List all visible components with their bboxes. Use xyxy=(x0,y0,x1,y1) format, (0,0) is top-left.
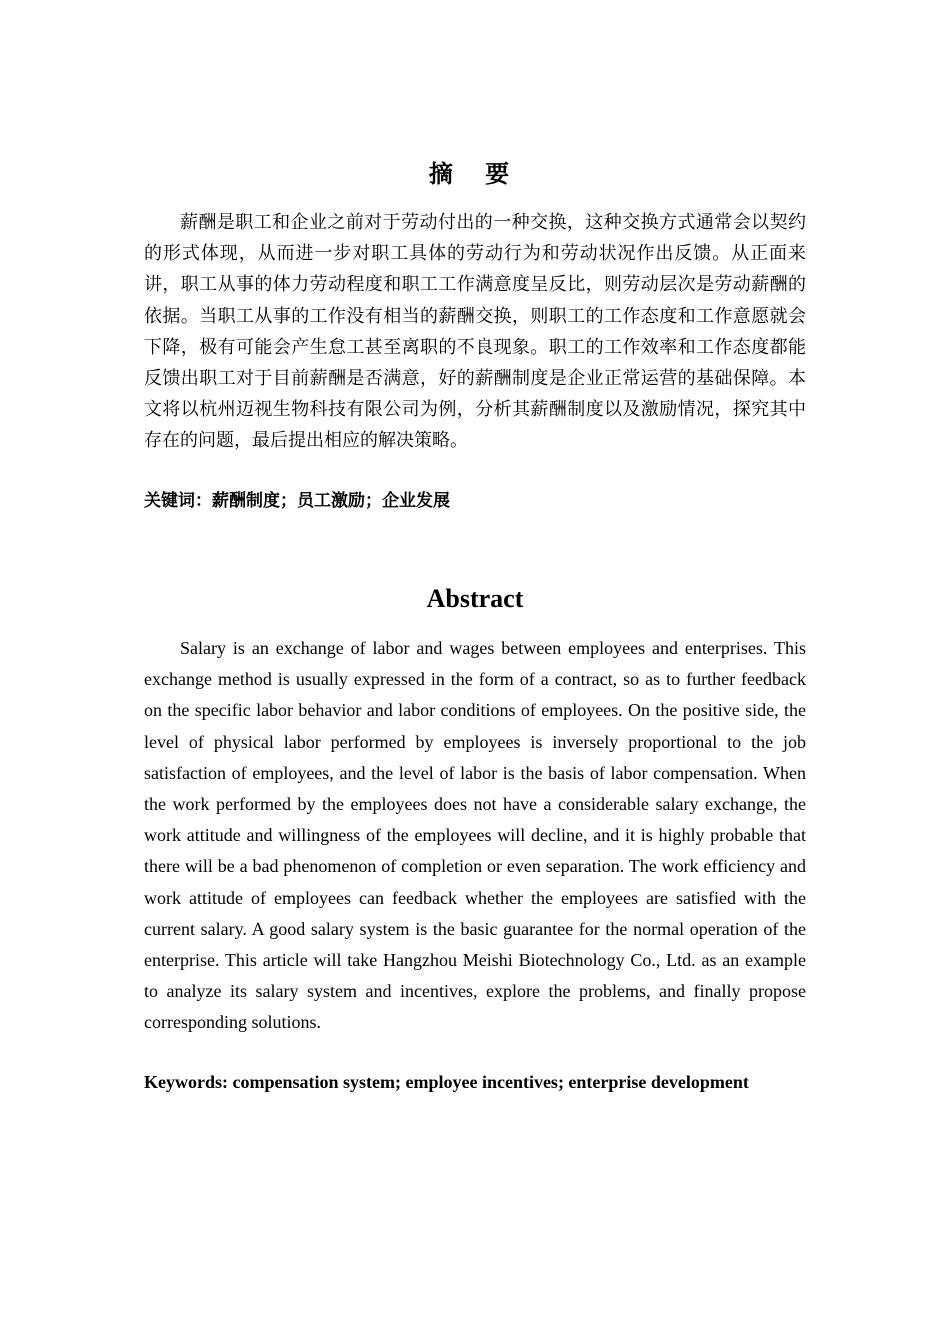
english-abstract-title: Abstract xyxy=(426,584,524,613)
english-abstract-body: Salary is an exchange of labor and wages between employees and enterprises. This exchange method is usually expressed in the form of a contract, so as to further feedback on the specific labor behavior and labor conditions of employees. On the positive side, the level of physical labor performed by employees is inversely proportional to the job satisfaction of employees, and the level of labor is the basis of labor compensation. When the work performed by the employees does not have a considerable salary exchange, the work attitude and willingness of the employees will decline, and it is highly probable that there will be a bad phenomenon of completion or even separation. The work efficiency and work attitude of employees can feedback whether the employees are satisfied with the current salary. A good salary system is the basic guarantee for the normal operation of the enterprise. This article will take Hangzhou Meishi Biotechnology Co., Ltd. as an example to analyze its salary system and incentives, explore the problems, and finally propose corresponding solutions. xyxy=(144,638,806,1033)
english-keywords: Keywords: compensation system; employee incentives; enterprise development xyxy=(144,1072,749,1092)
chinese-abstract-body: 薪酬是职工和企业之前对于劳动付出的一种交换，这种交换方式通常会以契约的形式体现，从而进一步对职工具体的劳动行为和劳动状况作出反馈。从正面来讲，职工从事的体力劳动程度和职工工作满意度呈反比，则劳动层次是劳动薪酬的依据。当职工从事的工作没有相当的薪酬交换，则职工的工作态度和工作意愿就会下降，极有可能会产生怠工甚至离职的不良现象。职工的工作效率和工作态度都能反馈出职工对于目前薪酬是否满意，好的薪酬制度是企业正常运营的基础保障。本文将以杭州迈视生物科技有限公司为例，分析其薪酬制度以及激励情况，探究其中存在的问题，最后提出相应的解决策略。 xyxy=(144,212,806,452)
chinese-abstract-title: 摘 要 xyxy=(428,160,522,188)
chinese-keywords: 关键词：薪酬制度；员工激励；企业发展 xyxy=(144,491,450,511)
